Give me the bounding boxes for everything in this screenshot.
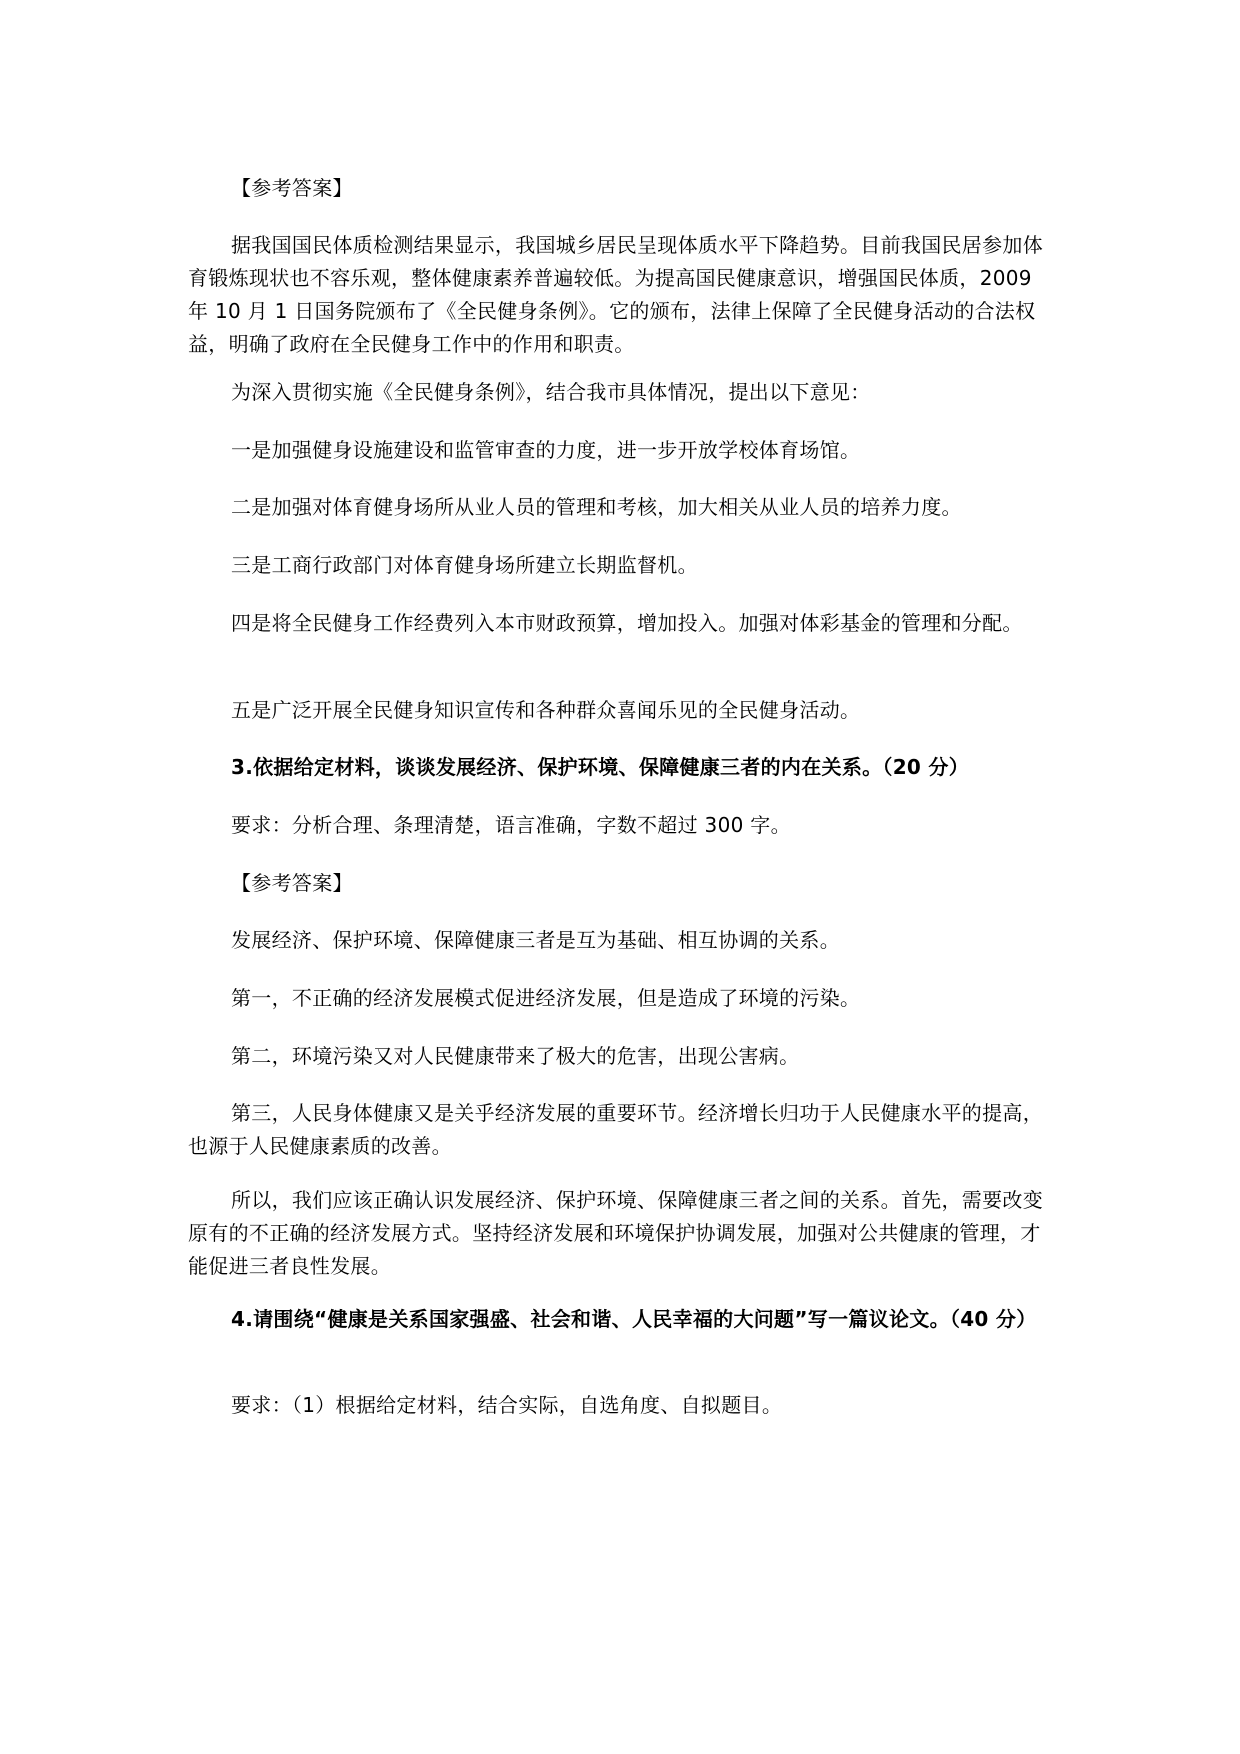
question-4-heading: 4.请围绕“健康是关系国家强盛、社会和谐、人民幸福的大问题”写一篇议论文。（40 分） xyxy=(231,1307,1037,1331)
answer-3-first: 第一，不正确的经济发展模式促进经济发展，但是造成了环境的污染。 xyxy=(231,986,861,1010)
question-3-heading: 3.依据给定材料，谈谈发展经济、保护环境、保障健康三者的内在关系。（20 分） xyxy=(231,755,970,779)
answer-point-1: 一是加强健身设施建设和监管审查的力度，进一步开放学校体育场馆。 xyxy=(231,438,861,462)
answer-point-4: 四是将全民健身工作经费列入本市财政预算，增加投入。加强对体彩基金的管理和分配。 xyxy=(231,611,1023,635)
answer-3-summary: 发展经济、保护环境、保障健康三者是互为基础、相互协调的关系。 xyxy=(231,928,840,952)
answer-paragraph-background: 据我国国民体质检测结果显示，我国城乡居民呈现体质水平下降趋势。目前我国民居参加体育锻炼现状也不容乐观，整体健康素养普遍较低。为提高国民健康意识，增强国民体质，2009 年 10 月 1 日国务院颁布了《全民健身条例》。它的颁布，法律上保障了全民健身活动的合法权益，明确了政府在全民健身工作中的作用和职责。 xyxy=(188,233,1043,356)
answer-heading-1: 【参考答案】 xyxy=(231,176,353,200)
answer-3-conclusion: 所以，我们应该正确认识发展经济、保护环境、保障健康三者之间的关系。首先，需要改变原有的不正确的经济发展方式。坚持经济发展和环境保护协调发展，加强对公共健康的管理，才能促进三者良性发展。 xyxy=(188,1188,1043,1278)
answer-heading-2: 【参考答案】 xyxy=(231,871,353,895)
answer-point-5: 五是广泛开展全民健身知识宣传和各种群众喜闻乐见的全民健身活动。 xyxy=(231,698,861,722)
question-4-requirements: 要求：（1）根据给定材料，结合实际，自选角度、自拟题目。 xyxy=(231,1393,783,1417)
answer-paragraph-intro: 为深入贯彻实施《全民健身条例》，结合我市具体情况，提出以下意见： xyxy=(231,380,871,404)
answer-3-second: 第二，环境污染又对人民健康带来了极大的危害，出现公害病。 xyxy=(231,1044,800,1068)
answer-3-third: 第三，人民身体健康又是关乎经济发展的重要环节。经济增长归功于人民健康水平的提高，也源于人民健康素质的改善。 xyxy=(188,1101,1043,1158)
answer-point-3: 三是工商行政部门对体育健身场所建立长期监督机。 xyxy=(231,553,698,577)
question-3-requirements: 要求：分析合理、条理清楚，语言准确，字数不超过 300 字。 xyxy=(231,813,791,837)
answer-point-2: 二是加强对体育健身场所从业人员的管理和考核，加大相关从业人员的培养力度。 xyxy=(231,495,962,519)
